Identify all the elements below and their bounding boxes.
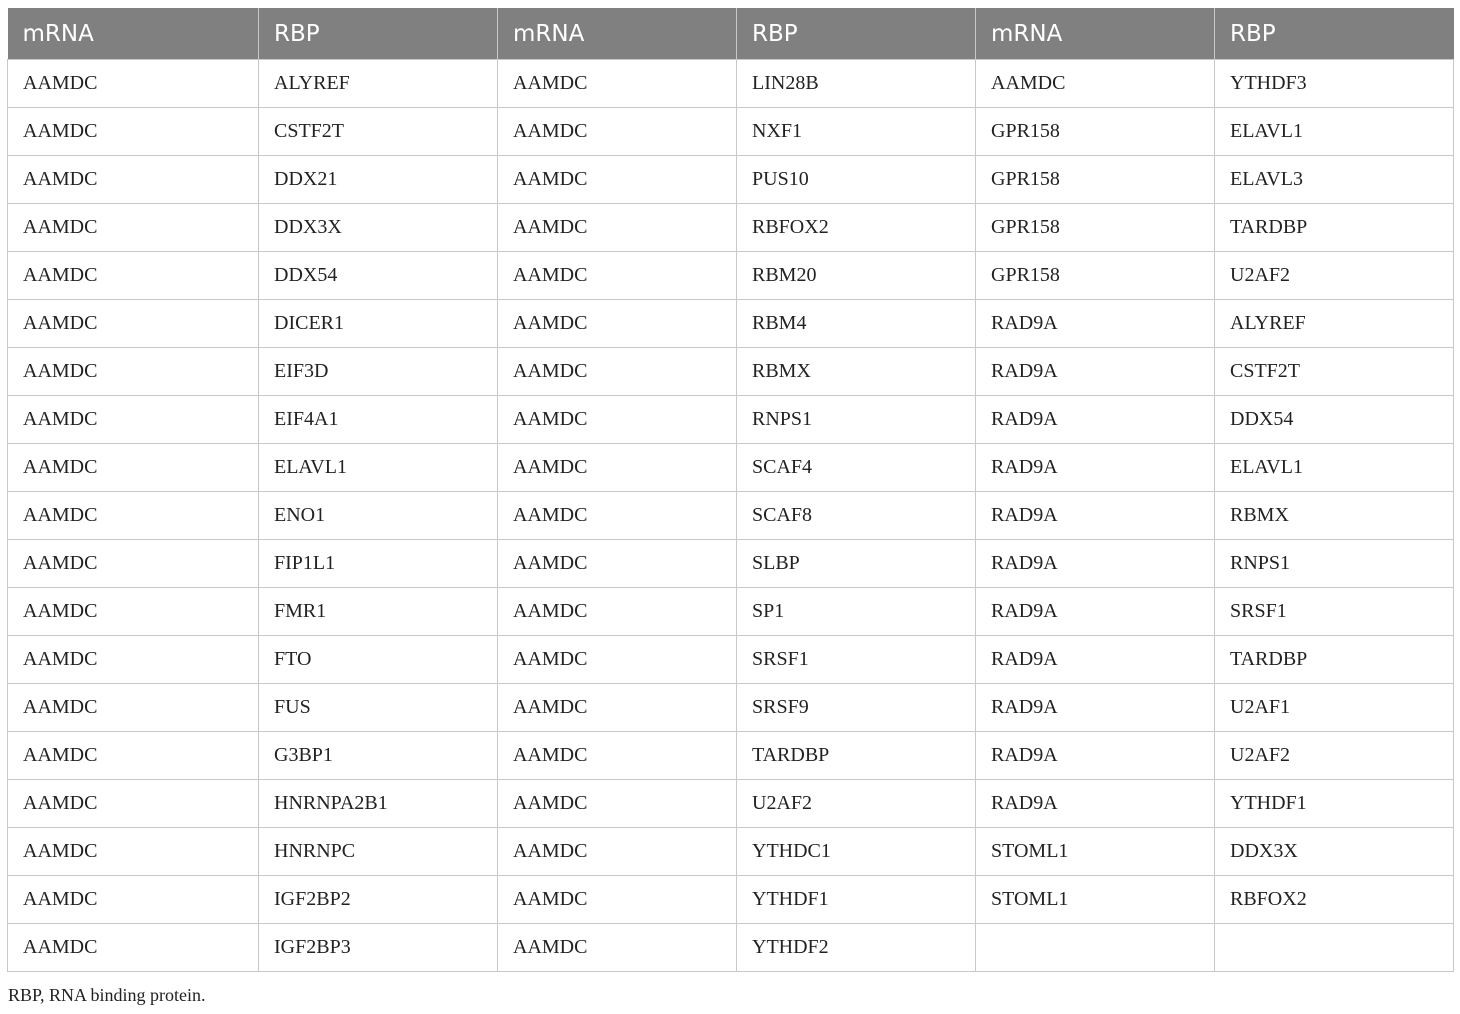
rbp-cell: RBM4 bbox=[737, 300, 976, 348]
rbp-cell: U2AF2 bbox=[737, 780, 976, 828]
rbp-cell: CSTF2T bbox=[1215, 348, 1454, 396]
rbp-cell: ELAVL1 bbox=[259, 444, 498, 492]
table-row bbox=[8, 684, 1454, 732]
header-mrna-2: mRNA bbox=[498, 8, 737, 60]
mrna-cell: AAMDC bbox=[8, 492, 259, 540]
mrna-cell: AAMDC bbox=[976, 60, 1215, 108]
mrna-cell: GPR158 bbox=[976, 204, 1215, 252]
rbp-cell: RNPS1 bbox=[737, 396, 976, 444]
mrna-cell: AAMDC bbox=[8, 60, 259, 108]
mrna-cell: RAD9A bbox=[976, 396, 1215, 444]
rbp-cell: TARDBP bbox=[737, 732, 976, 780]
table-row bbox=[8, 924, 1454, 972]
mrna-cell: RAD9A bbox=[976, 444, 1215, 492]
rbp-cell: G3BP1 bbox=[259, 732, 498, 780]
rbp-cell: ALYREF bbox=[259, 60, 498, 108]
rbp-cell: FIP1L1 bbox=[259, 540, 498, 588]
rbp-cell: TARDBP bbox=[1215, 636, 1454, 684]
mrna-cell: AAMDC bbox=[498, 396, 737, 444]
mrna-cell: AAMDC bbox=[498, 636, 737, 684]
mrna-cell: AAMDC bbox=[8, 300, 259, 348]
mrna-cell: AAMDC bbox=[8, 156, 259, 204]
rbp-cell: YTHDF2 bbox=[737, 924, 976, 972]
table-footnote: RBP, RNA binding protein. bbox=[8, 985, 206, 1005]
rbp-cell: IGF2BP3 bbox=[259, 924, 498, 972]
rbp-cell: PUS10 bbox=[737, 156, 976, 204]
mrna-cell: AAMDC bbox=[498, 300, 737, 348]
mrna-cell: GPR158 bbox=[976, 108, 1215, 156]
table-row bbox=[8, 636, 1454, 684]
rbp-cell: IGF2BP2 bbox=[259, 876, 498, 924]
rbp-cell: YTHDF1 bbox=[1215, 780, 1454, 828]
mrna-cell: AAMDC bbox=[498, 204, 737, 252]
rbp-cell: SRSF1 bbox=[1215, 588, 1454, 636]
rbp-cell: RBM20 bbox=[737, 252, 976, 300]
mrna-cell: AAMDC bbox=[8, 108, 259, 156]
rbp-cell: YTHDC1 bbox=[737, 828, 976, 876]
mrna-cell: STOML1 bbox=[976, 876, 1215, 924]
mrna-cell: AAMDC bbox=[498, 684, 737, 732]
rbp-cell: SRSF1 bbox=[737, 636, 976, 684]
mrna-cell: GPR158 bbox=[976, 252, 1215, 300]
rbp-cell: SP1 bbox=[737, 588, 976, 636]
rbp-cell: DDX54 bbox=[1215, 396, 1454, 444]
mrna-cell: AAMDC bbox=[8, 348, 259, 396]
table-row bbox=[8, 780, 1454, 828]
rbp-cell: HNRNPA2B1 bbox=[259, 780, 498, 828]
rbp-cell: EIF4A1 bbox=[259, 396, 498, 444]
rbp-cell: ELAVL1 bbox=[1215, 444, 1454, 492]
mrna-cell: AAMDC bbox=[498, 732, 737, 780]
rbp-cell: DDX3X bbox=[1215, 828, 1454, 876]
mrna-cell: AAMDC bbox=[498, 492, 737, 540]
data-table-container bbox=[7, 8, 1453, 972]
table-row bbox=[8, 396, 1454, 444]
mrna-cell: RAD9A bbox=[976, 732, 1215, 780]
mrna-cell: AAMDC bbox=[498, 60, 737, 108]
rbp-cell: SCAF4 bbox=[737, 444, 976, 492]
mrna-cell: AAMDC bbox=[8, 876, 259, 924]
mrna-cell: STOML1 bbox=[976, 828, 1215, 876]
table-row bbox=[8, 876, 1454, 924]
header-mrna-3: mRNA bbox=[976, 8, 1215, 60]
mrna-cell: AAMDC bbox=[8, 924, 259, 972]
rbp-cell: SLBP bbox=[737, 540, 976, 588]
mrna-cell: GPR158 bbox=[976, 156, 1215, 204]
header-row bbox=[8, 8, 1454, 60]
rbp-cell: U2AF1 bbox=[1215, 684, 1454, 732]
table-row bbox=[8, 540, 1454, 588]
rbp-cell: RBFOX2 bbox=[737, 204, 976, 252]
mrna-cell: AAMDC bbox=[498, 924, 737, 972]
rbp-cell: U2AF2 bbox=[1215, 252, 1454, 300]
table-row bbox=[8, 828, 1454, 876]
mrna-cell: AAMDC bbox=[8, 828, 259, 876]
rbp-cell: NXF1 bbox=[737, 108, 976, 156]
mrna-cell: AAMDC bbox=[498, 444, 737, 492]
rbp-cell: DICER1 bbox=[259, 300, 498, 348]
mrna-cell: AAMDC bbox=[8, 588, 259, 636]
mrna-cell: AAMDC bbox=[498, 252, 737, 300]
rbp-cell: RBMX bbox=[737, 348, 976, 396]
rbp-cell: U2AF2 bbox=[1215, 732, 1454, 780]
mrna-cell: AAMDC bbox=[8, 252, 259, 300]
mrna-cell: AAMDC bbox=[8, 396, 259, 444]
rbp-cell: RBMX bbox=[1215, 492, 1454, 540]
rbp-cell: YTHDF1 bbox=[737, 876, 976, 924]
table-row bbox=[8, 588, 1454, 636]
mrna-cell: AAMDC bbox=[498, 108, 737, 156]
mrna-cell: AAMDC bbox=[8, 444, 259, 492]
rbp-cell: FUS bbox=[259, 684, 498, 732]
mrna-cell: AAMDC bbox=[498, 828, 737, 876]
rbp-cell: ALYREF bbox=[1215, 300, 1454, 348]
header-mrna-1: mRNA bbox=[8, 8, 259, 60]
table-body bbox=[8, 60, 1454, 972]
rbp-cell: LIN28B bbox=[737, 60, 976, 108]
rbp-cell: RBFOX2 bbox=[1215, 876, 1454, 924]
table-row bbox=[8, 108, 1454, 156]
rbp-cell bbox=[1215, 924, 1454, 972]
header-rbp-3: RBP bbox=[1215, 8, 1454, 60]
rbp-cell: SCAF8 bbox=[737, 492, 976, 540]
header-rbp-1: RBP bbox=[259, 8, 498, 60]
rbp-cell: ELAVL1 bbox=[1215, 108, 1454, 156]
mrna-cell: AAMDC bbox=[498, 540, 737, 588]
rbp-cell: RNPS1 bbox=[1215, 540, 1454, 588]
mrna-cell: AAMDC bbox=[498, 876, 737, 924]
mrna-cell: AAMDC bbox=[8, 540, 259, 588]
table-row bbox=[8, 732, 1454, 780]
rbp-cell: CSTF2T bbox=[259, 108, 498, 156]
rbp-cell: SRSF9 bbox=[737, 684, 976, 732]
mrna-cell: RAD9A bbox=[976, 300, 1215, 348]
rbp-cell: ENO1 bbox=[259, 492, 498, 540]
table-row bbox=[8, 204, 1454, 252]
rbp-cell: DDX54 bbox=[259, 252, 498, 300]
rbp-cell: EIF3D bbox=[259, 348, 498, 396]
mrna-cell: RAD9A bbox=[976, 492, 1215, 540]
table-row bbox=[8, 252, 1454, 300]
table-row bbox=[8, 300, 1454, 348]
table-row bbox=[8, 60, 1454, 108]
mrna-cell: AAMDC bbox=[498, 588, 737, 636]
rbp-cell: HNRNPC bbox=[259, 828, 498, 876]
table-row bbox=[8, 444, 1454, 492]
mrna-cell: AAMDC bbox=[498, 780, 737, 828]
table-row bbox=[8, 156, 1454, 204]
mrna-cell: AAMDC bbox=[8, 636, 259, 684]
mrna-cell: AAMDC bbox=[498, 156, 737, 204]
rbp-cell: TARDBP bbox=[1215, 204, 1454, 252]
mrna-cell: AAMDC bbox=[8, 780, 259, 828]
mrna-cell: RAD9A bbox=[976, 588, 1215, 636]
mrna-cell: AAMDC bbox=[8, 204, 259, 252]
mrna-cell: AAMDC bbox=[8, 684, 259, 732]
rbp-cell: YTHDF3 bbox=[1215, 60, 1454, 108]
rbp-cell: FTO bbox=[259, 636, 498, 684]
rbp-cell: DDX21 bbox=[259, 156, 498, 204]
mrna-cell bbox=[976, 924, 1215, 972]
mrna-cell: RAD9A bbox=[976, 780, 1215, 828]
table-row bbox=[8, 492, 1454, 540]
mrna-cell: RAD9A bbox=[976, 684, 1215, 732]
mrna-cell: RAD9A bbox=[976, 636, 1215, 684]
mrna-cell: RAD9A bbox=[976, 540, 1215, 588]
mrna-cell: AAMDC bbox=[498, 348, 737, 396]
mrna-rbp-table bbox=[7, 8, 1454, 972]
rbp-cell: DDX3X bbox=[259, 204, 498, 252]
rbp-cell: FMR1 bbox=[259, 588, 498, 636]
table-row bbox=[8, 348, 1454, 396]
mrna-cell: AAMDC bbox=[8, 732, 259, 780]
rbp-cell: ELAVL3 bbox=[1215, 156, 1454, 204]
header-rbp-2: RBP bbox=[737, 8, 976, 60]
mrna-cell: RAD9A bbox=[976, 348, 1215, 396]
